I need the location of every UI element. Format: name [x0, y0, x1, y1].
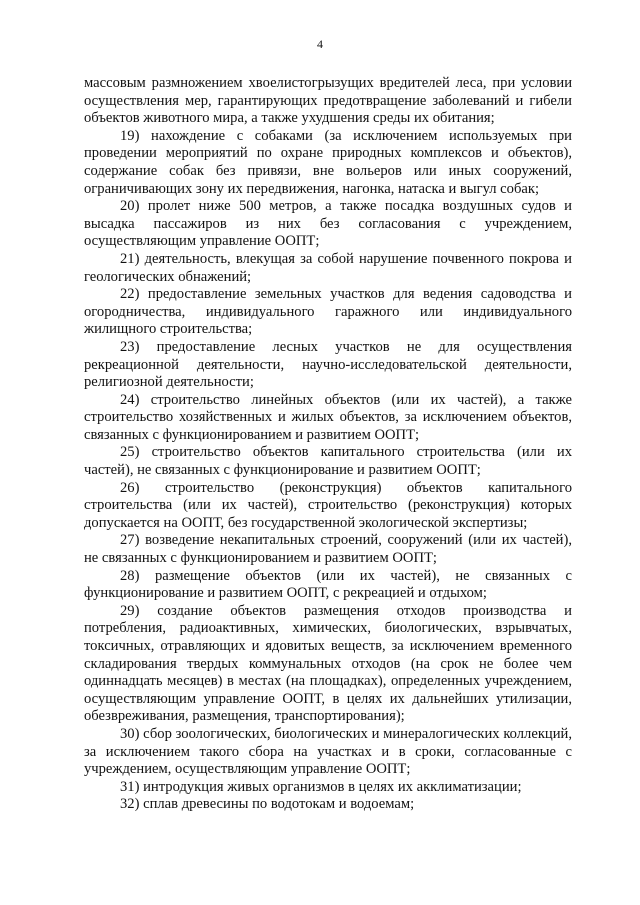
list-item-20: 20) пролет ниже 500 метров, а также посадка воздушных судов и высадка пассажиров из них без согласования с учреждением, осуществляющим управление ООПТ;	[84, 198, 572, 250]
list-item-22: 22) предоставление земельных участков для ведения садоводства и огородничества, индивидуального гаражного или индивидуального жилищного строительства;	[84, 286, 572, 338]
list-item-27: 27) возведение некапитальных строений, сооружений (или их частей), не связанных с функционированием и развитием ООПТ;	[84, 532, 572, 567]
page-number: 4	[317, 37, 323, 51]
list-item-30: 30) сбор зоологических, биологических и минералогических коллекций, за исключением такого сбора на участках и в сроки, согласованные с учреждением, осуществляющим управление ООПТ;	[84, 725, 572, 778]
list-item-19: 19) нахождение с собаками (за исключением используемых при проведении мероприятий по охране природных комплексов и объектов), содержание собак без привязи, вне вольеров или иных сооружений, ограничивающих зону их передвижения, нагонка, натаска и выгул собак;	[84, 127, 572, 197]
list-item-28: 28) размещение объектов (или их частей), не связанных с функционирование и развитием ООПТ, с рекреацией и отдыхом;	[84, 567, 572, 602]
list-item-23: 23) предоставление лесных участков не для осуществления рекреационной деятельности, научно-исследовательской деятельности, религиозной деятельности;	[84, 338, 572, 391]
list-item-29: 29) создание объектов размещения отходов производства и потребления, радиоактивных, химических, биологических, взрывчатых, токсичных, отравляющих и ядовитых веществ, за исключением временного складирования твердых коммунальных отходов (на срок не более чем одиннадцать месяцев) в местах (на площадках), определенных учреждением, осуществляющим управление ООПТ, в целях их дальнейших утилизации, обезвреживания, размещения, транспортирования);	[84, 602, 572, 725]
paragraph-continuation: массовым размножением хвоелистогрызущих вредителей леса, при условии осуществления мер, гарантирующих предотвращение заболеваний и гибели объектов животного мира, а также ухудшения среды их обитания;	[84, 75, 572, 127]
list-item-21: 21) деятельность, влекущая за собой нарушение почвенного покрова и геологических обнажений;	[84, 250, 572, 285]
list-item-32: 32) сплав древесины по водотокам и водоемам;	[120, 796, 415, 813]
list-item-26: 26) строительство (реконструкция) объектов капитального строительства (или их частей), строительство (реконструкция) которых допускается на ООПТ, без государственной экологической экспертизы;	[84, 479, 572, 531]
list-item-25: 25) строительство объектов капитального строительства (или их частей), не связанных с функционирование и развитием ООПТ;	[84, 444, 572, 479]
list-item-31: 31) интродукция живых организмов в целях их акклиматизации;	[120, 778, 522, 795]
list-item-24: 24) строительство линейных объектов (или их частей), а также строительство хозяйственных и жилых объектов, за исключением объектов, связанных с функционированием и развитием ООПТ;	[84, 391, 572, 443]
document-body	[84, 75, 572, 814]
